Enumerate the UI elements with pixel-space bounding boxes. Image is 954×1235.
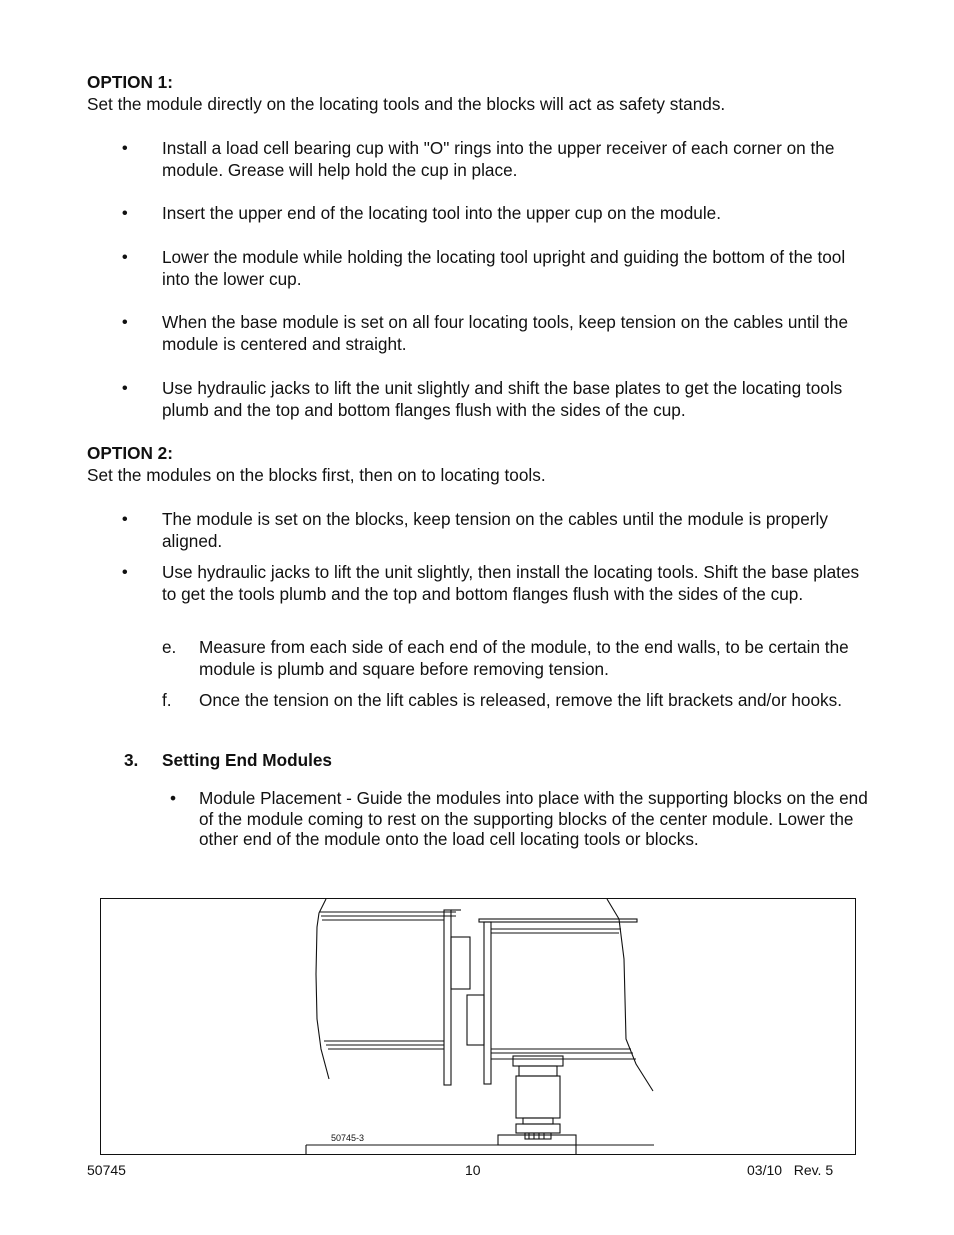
option2-heading: OPTION 2: [87,443,173,463]
module-placement-diagram [101,899,855,1154]
bullet-marker: • [122,511,128,528]
sub-item-text-f: Once the tension on the lift cables is released, remove the lift brackets and/or hooks. [199,690,842,710]
sub-item-letter-e: e. [162,637,177,657]
bullet-marker: • [122,314,128,331]
bullet-marker: • [122,380,128,397]
figure-frame [100,898,856,1155]
bullet-marker: • [122,564,128,581]
base-plate [498,1135,576,1145]
option1-bullet-5: Use hydraulic jacks to lift the unit slightly and shift the base plates to get the locating tools plumb and the top and bottom flanges flush with the sides of the cup. [162,378,843,420]
section3-bullet-text: Module Placement - Guide the modules into place with the supporting blocks on the end of the module coming to rest on the supporting blocks of the center module. Lower the other end of the module onto the load cell locating tools or blocks. [199,788,868,849]
option1-bullet-2: Insert the upper end of the locating tool into the upper cup on the module. [162,203,721,223]
right-support-block [467,995,484,1045]
section3-title: Setting End Modules [162,750,332,770]
left-support-block [451,937,470,989]
option1-bullet-1: Install a load cell bearing cup with "O" rings into the upper receiver of each corner on the module. Grease will help hold the cup in place. [162,138,835,180]
bullet-marker: • [122,249,128,266]
option2-bullet-2: Use hydraulic jacks to lift the unit slightly, then install the locating tools. Shift the base plates to get the tools plumb and the top and bottom flanges flush with the sides of the cup. [162,562,860,604]
left-module-end-plate [444,910,451,1085]
section3-bullet-marker: • [170,788,177,808]
option2-intro: Set the modules on the blocks first, then on to locating tools. [87,465,546,485]
footer-revision: 03/10 Rev. 5 [747,1162,834,1178]
upper-bearing-cup [513,1056,563,1066]
sub-item-text-e: Measure from each side of each end of the module, to the end walls, to be certain the module is plumb and square before removing tension. [199,637,849,679]
option1-bullet-4: When the base module is set on all four locating tools, keep tension on the cables until the module is centered and straight. [162,312,849,354]
footer-doc-number: 50745 [87,1162,126,1178]
section3-number: 3. [124,750,139,770]
bullet-marker: • [122,205,128,222]
option1-bullet-3: Lower the module while holding the locating tool upright and guiding the bottom of the tool into the lower cup. [162,247,846,289]
right-module-edge [607,899,653,1091]
figure-caption: 50745-3 [331,1133,365,1143]
left-module-edge [316,899,329,1079]
right-module-end-plate [484,922,491,1084]
bullet-marker: • [122,140,128,157]
locating-tool-body [516,1076,560,1118]
sub-item-letter-f: f. [162,690,172,710]
option2-bullet-1: The module is set on the blocks, keep tension on the cables until the module is properly aligned. [162,509,828,551]
option1-heading: OPTION 1: [87,72,173,92]
footer-page-number: 10 [465,1162,481,1178]
option1-intro: Set the module directly on the locating tools and the blocks will act as safety stands. [87,94,726,114]
